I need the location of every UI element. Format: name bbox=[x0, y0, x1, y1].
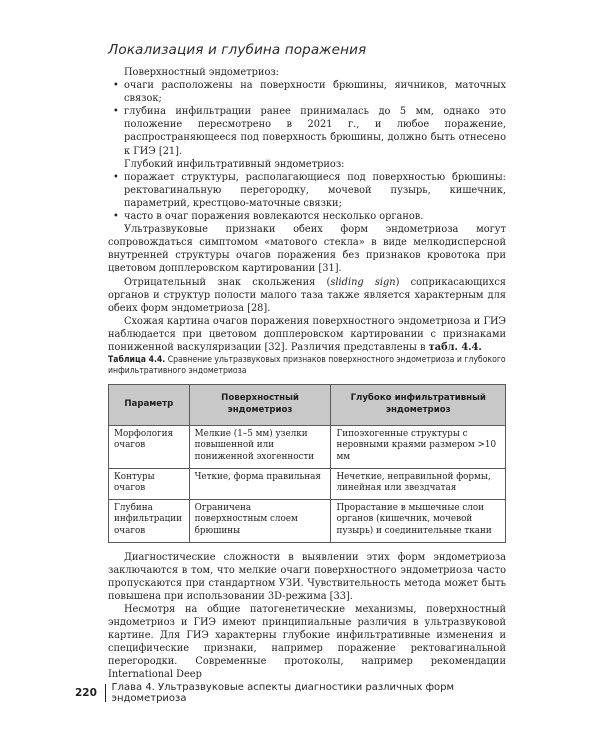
paragraph: Диагностические сложности в выявлении этих форм эндометриоза заключаются в том, что мелкие очаги поверхностного эндометриоза часто пропускаются при стандартном УЗИ. Чувствительность метода может быть повышена при использовании 3D-режима [33]. bbox=[108, 551, 506, 602]
sliding-sign-term: sliding sign bbox=[330, 276, 396, 288]
table-header: Поверхностный эндометриоз bbox=[189, 384, 331, 425]
table-caption: Таблица 4.4. Сравнение ультразвуковых признаков поверхностного эндометриоза и глубокого инфильтративного эндометриоза bbox=[108, 355, 506, 377]
comparison-table bbox=[108, 384, 506, 543]
table-cell: Контуры очагов bbox=[109, 468, 190, 499]
body-text bbox=[108, 66, 506, 354]
list-item: • часто в очаг поражения вовлекаются несколько органов. bbox=[108, 210, 506, 223]
paragraph: Ультразвуковые признаки обеих форм эндометриоза могут сопровождаться симптомом «матового стекла» в виде мелкодисперсной внутренней структуры очагов поражения без признаков кровотока при цветовом допплеровском картировании [31]. bbox=[108, 224, 506, 275]
superficial-list bbox=[108, 79, 506, 158]
list-item: • поражает структуры, располагающиеся под поверхностью брюшины: ректовагинальную перегородку, мочевой пузырь, кишечник, параметрий, крестцово-маточные связки; bbox=[108, 171, 506, 210]
table-header-row bbox=[109, 384, 506, 425]
page-number: 220 bbox=[75, 687, 97, 699]
list-item: • очаги расположены на поверхности брюшины, яичников, маточных связок; bbox=[108, 79, 506, 105]
deep-label: Глубокий инфильтративный эндометриоз: bbox=[124, 158, 345, 170]
deep-list bbox=[108, 171, 506, 223]
paragraph: Схожая картина очагов поражения поверхностного эндометриоза и ГИЭ наблюдается при цветовом допплеровском картировании с признаками пониженной васкуляризации [32]. Различия представлены в табл. 4.4. bbox=[108, 315, 506, 353]
table-cell: Глубина инфильтрации очагов bbox=[109, 499, 190, 542]
table-cell: Ограничена поверхностным слоем брюшины bbox=[189, 499, 331, 542]
table-caption-label: Таблица 4.4. bbox=[108, 355, 166, 366]
table-row bbox=[109, 425, 506, 468]
table-header: Параметр bbox=[109, 384, 190, 425]
page-footer bbox=[75, 684, 525, 702]
table-row bbox=[109, 468, 506, 499]
table-header: Глубоко инфильтративный эндометриоз bbox=[331, 384, 506, 425]
table-cell: Прорастание в мышечные слои органов (кишечник, мочевой пузырь) и соединительные ткани bbox=[331, 499, 506, 542]
footer-divider bbox=[105, 684, 106, 702]
table-cell: Морфология очагов bbox=[109, 425, 190, 468]
table-row bbox=[109, 499, 506, 542]
list-item: • глубина инфильтрации ранее принималась до 5 мм, однако это положение пересмотрено в 2021 г., и любое поражение, распространяющееся под поверхность брюшины, должно быть отнесено к ГИЭ [21]. bbox=[108, 105, 506, 157]
page-body bbox=[108, 42, 506, 682]
table-cell: Четкие, форма правильная bbox=[189, 468, 331, 499]
paragraph: Отрицательный знак скольжения (sliding sign) соприкасающихся органов и структур полости малого таза также является характерным для обеих форм эндометриоза [28]. bbox=[108, 276, 506, 314]
body-text-continued bbox=[108, 551, 506, 682]
table-cell: Мелкие (1–5 мм) узелки повышенной или пониженной эхогенности bbox=[189, 425, 331, 468]
table-cell: Гипоэхогенные структуры с неровными краями размером >10 мм bbox=[331, 425, 506, 468]
paragraph: Несмотря на общие патогенетические механизмы, поверхностный эндометриоз и ГИЭ имеют принципиальные различия в ультразвуковой картине. Для ГИЭ характерны глубокие инфильтративные изменения и специфические признаки, например поражение ректовагинальной перегородки. Современные протоколы, например рекомендации International Deep bbox=[108, 604, 506, 681]
table-cell: Нечеткие, неправильной формы, линейная или звездчатая bbox=[331, 468, 506, 499]
table-reference: табл. 4.4. bbox=[428, 341, 482, 353]
superficial-label: Поверхностный эндометриоз: bbox=[124, 67, 279, 78]
section-heading: Локализация и глубина поражения bbox=[108, 42, 367, 58]
chapter-title: Глава 4. Ультразвуковые аспекты диагностики различных форм эндометриоза bbox=[111, 682, 455, 704]
